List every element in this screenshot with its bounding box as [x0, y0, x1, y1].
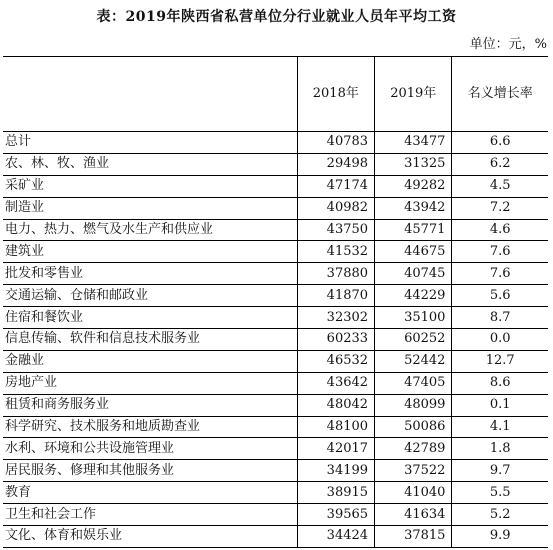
growth-rate-cell: 5.6: [452, 285, 548, 307]
industry-cell: 水利、环境和公共设施管理业: [3, 438, 297, 460]
table-row: [3, 241, 548, 263]
table-row: [3, 526, 548, 548]
growth-rate-cell: 9.9: [452, 526, 548, 548]
table-row: [3, 153, 548, 175]
table-row: [3, 394, 548, 416]
table-row: [3, 350, 548, 372]
table-row: [3, 219, 548, 241]
industry-cell: 制造业: [3, 197, 297, 219]
value-2019-cell: 35100: [375, 307, 452, 329]
header-2019: 2019年: [375, 57, 452, 132]
industry-cell: 金融业: [3, 350, 297, 372]
growth-rate-cell: 5.5: [452, 482, 548, 504]
table-row: [3, 329, 548, 351]
value-2019-cell: 43477: [375, 132, 452, 154]
table-row: [3, 132, 548, 154]
header-row: [3, 57, 548, 132]
growth-rate-cell: 8.7: [452, 307, 548, 329]
value-2019-cell: 44675: [375, 241, 452, 263]
value-2018-cell: 46532: [297, 350, 374, 372]
table-row: [3, 460, 548, 482]
value-2018-cell: 34199: [297, 460, 374, 482]
value-2019-cell: 42789: [375, 438, 452, 460]
growth-rate-cell: 0.1: [452, 394, 548, 416]
table-row: [3, 285, 548, 307]
industry-cell: 住宿和餐饮业: [3, 307, 297, 329]
industry-cell: 租赁和商务服务业: [3, 394, 297, 416]
value-2019-cell: 37522: [375, 460, 452, 482]
value-2018-cell: 29498: [297, 153, 374, 175]
table-row: [3, 372, 548, 394]
table-row: [3, 438, 548, 460]
industry-cell: 居民服务、修理和其他服务业: [3, 460, 297, 482]
industry-cell: 总计: [3, 132, 297, 154]
table-row: [3, 504, 548, 526]
table-title: 表：2019年陕西省私营单位分行业就业人员年平均工资: [96, 9, 457, 25]
industry-cell: 农、林、牧、渔业: [3, 153, 297, 175]
value-2018-cell: 41532: [297, 241, 374, 263]
value-2019-cell: 37815: [375, 526, 452, 548]
table-row: [3, 263, 548, 285]
growth-rate-cell: 7.6: [452, 241, 548, 263]
header-2018: 2018年: [297, 57, 374, 132]
table-row: [3, 175, 548, 197]
value-2018-cell: 34424: [297, 526, 374, 548]
growth-rate-cell: 4.6: [452, 219, 548, 241]
industry-cell: 电力、热力、燃气及水生产和供应业: [3, 219, 297, 241]
unit-note: 单位：元，%: [469, 37, 547, 52]
value-2019-cell: 60252: [375, 329, 452, 351]
value-2019-cell: 40745: [375, 263, 452, 285]
growth-rate-cell: 0.0: [452, 329, 548, 351]
header-growth: 名义增长率: [452, 57, 548, 132]
value-2018-cell: 60233: [297, 329, 374, 351]
industry-cell: 采矿业: [3, 175, 297, 197]
value-2019-cell: 41634: [375, 504, 452, 526]
value-2018-cell: 41870: [297, 285, 374, 307]
industry-cell: 批发和零售业: [3, 263, 297, 285]
value-2019-cell: 49282: [375, 175, 452, 197]
value-2019-cell: 52442: [375, 350, 452, 372]
value-2019-cell: 47405: [375, 372, 452, 394]
value-2018-cell: 40982: [297, 197, 374, 219]
industry-cell: 信息传输、软件和信息技术服务业: [3, 329, 297, 351]
industry-cell: 科学研究、技术服务和地质勘查业: [3, 416, 297, 438]
value-2018-cell: 48100: [297, 416, 374, 438]
header-industry: [3, 57, 297, 132]
industry-cell: 建筑业: [3, 241, 297, 263]
value-2018-cell: 43642: [297, 372, 374, 394]
growth-rate-cell: 12.7: [452, 350, 548, 372]
growth-rate-cell: 7.2: [452, 197, 548, 219]
value-2019-cell: 41040: [375, 482, 452, 504]
growth-rate-cell: 5.2: [452, 504, 548, 526]
growth-rate-cell: 4.1: [452, 416, 548, 438]
value-2018-cell: 48042: [297, 394, 374, 416]
table-row: [3, 482, 548, 504]
industry-cell: 交通运输、仓储和邮政业: [3, 285, 297, 307]
value-2018-cell: 38915: [297, 482, 374, 504]
table-row: [3, 197, 548, 219]
value-2019-cell: 50086: [375, 416, 452, 438]
value-2019-cell: 48099: [375, 394, 452, 416]
industry-cell: 文化、体育和娱乐业: [3, 526, 297, 548]
value-2019-cell: 45771: [375, 219, 452, 241]
value-2019-cell: 31325: [375, 153, 452, 175]
growth-rate-cell: 1.8: [452, 438, 548, 460]
table-body: [3, 132, 548, 548]
growth-rate-cell: 6.6: [452, 132, 548, 154]
growth-rate-cell: 7.6: [452, 263, 548, 285]
value-2018-cell: 47174: [297, 175, 374, 197]
value-2019-cell: 44229: [375, 285, 452, 307]
growth-rate-cell: 4.5: [452, 175, 548, 197]
industry-cell: 卫生和社会工作: [3, 504, 297, 526]
value-2018-cell: 37880: [297, 263, 374, 285]
value-2018-cell: 39565: [297, 504, 374, 526]
value-2019-cell: 43942: [375, 197, 452, 219]
wage-table: [3, 56, 548, 548]
growth-rate-cell: 9.7: [452, 460, 548, 482]
value-2018-cell: 42017: [297, 438, 374, 460]
value-2018-cell: 40783: [297, 132, 374, 154]
value-2018-cell: 43750: [297, 219, 374, 241]
industry-cell: 教育: [3, 482, 297, 504]
growth-rate-cell: 8.6: [452, 372, 548, 394]
table-row: [3, 416, 548, 438]
table-row: [3, 307, 548, 329]
industry-cell: 房地产业: [3, 372, 297, 394]
value-2018-cell: 32302: [297, 307, 374, 329]
growth-rate-cell: 6.2: [452, 153, 548, 175]
